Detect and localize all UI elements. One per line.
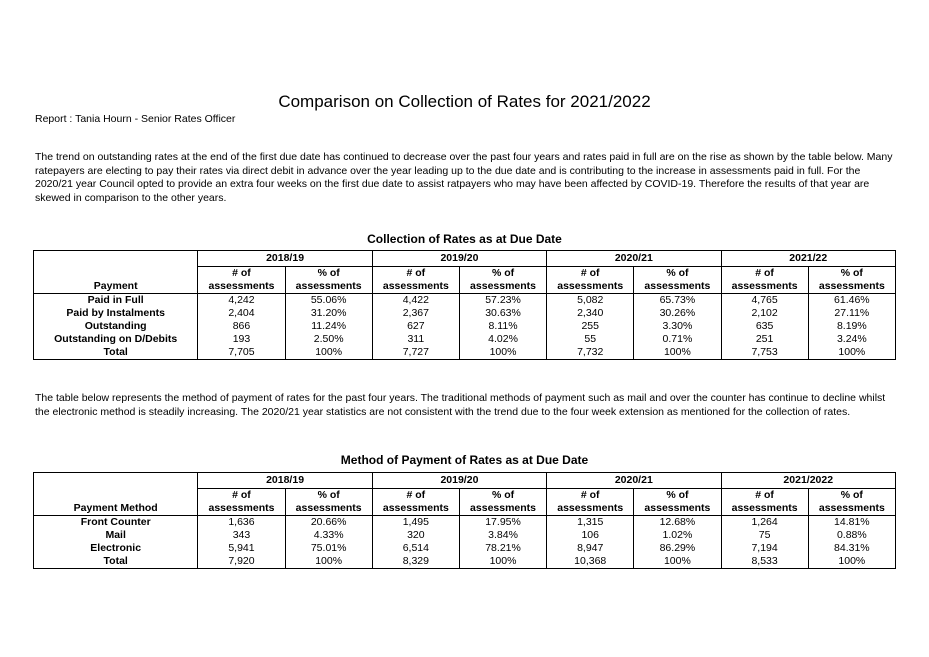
percent-cell: 3.30% — [634, 320, 721, 333]
table-row — [34, 307, 896, 320]
percent-cell: 100% — [808, 555, 895, 569]
count-column-header: # of — [721, 489, 808, 503]
count-cell: 7,194 — [721, 542, 808, 555]
header-blank — [34, 489, 198, 503]
count-column-header: # of — [721, 267, 808, 281]
row-label: Front Counter — [34, 516, 198, 530]
intro-paragraph: The trend on outstanding rates at the end of the first due date has continued to decrease over the past four years and rates paid in full are on the rise as shown by the table below. Many ratepayers are electing to pay their rates via direct debit in advance over the year leading up to the due date and is contributing to the increase in assessments paid in full. For the 2020/21 year Council opted to provide an extra four weeks on the first due date to assist ratpayers who may have been affected by COVID-19. Therefore the results of that year are skewed in comparison to the other years. — [35, 151, 893, 204]
percent-cell: 61.46% — [808, 294, 895, 308]
percent-cell: 100% — [459, 346, 546, 360]
count-cell: 2,367 — [372, 307, 459, 320]
percent-cell: 57.23% — [459, 294, 546, 308]
year-header: 2019/20 — [372, 473, 546, 489]
percent-cell: 30.63% — [459, 307, 546, 320]
percent-cell: 78.21% — [459, 542, 546, 555]
percent-column-header: % of — [285, 489, 372, 503]
percent-column-subheader: assessments — [285, 502, 372, 516]
count-cell: 2,404 — [198, 307, 285, 320]
row-label: Total — [34, 346, 198, 360]
table-row — [34, 346, 896, 360]
count-cell: 2,102 — [721, 307, 808, 320]
count-column-subheader: assessments — [198, 280, 285, 294]
count-cell: 1,495 — [372, 516, 459, 530]
row-label: Paid by Instalments — [34, 307, 198, 320]
count-column-subheader: assessments — [721, 280, 808, 294]
count-cell: 193 — [198, 333, 285, 346]
row-label: Paid in Full — [34, 294, 198, 308]
percent-cell: 0.88% — [808, 529, 895, 542]
percent-cell: 100% — [285, 346, 372, 360]
percent-column-subheader: assessments — [459, 502, 546, 516]
count-column-subheader: assessments — [372, 280, 459, 294]
count-cell: 635 — [721, 320, 808, 333]
count-cell: 8,329 — [372, 555, 459, 569]
percent-cell: 0.71% — [634, 333, 721, 346]
row-label: Outstanding — [34, 320, 198, 333]
method-of-payment-table — [33, 472, 896, 569]
year-header: 2018/19 — [198, 473, 372, 489]
percent-column-header: % of — [808, 489, 895, 503]
year-header: 2020/21 — [547, 251, 721, 267]
payment-method-table-caption: Method of Payment of Rates as at Due Date — [340, 453, 589, 467]
percent-cell: 55.06% — [285, 294, 372, 308]
count-cell: 106 — [547, 529, 634, 542]
count-column-subheader: assessments — [547, 502, 634, 516]
count-cell: 55 — [547, 333, 634, 346]
document-title: Comparison on Collection of Rates for 2021/2022 — [278, 92, 651, 111]
count-cell: 2,340 — [547, 307, 634, 320]
year-header: 2018/19 — [198, 251, 372, 267]
payment-method-paragraph: The table below represents the method of payment of rates for the past four years. The traditional methods of payment such as mail and over the counter has continue to decline whilst the electronic method is steadily increasing. The 2020/21 year statistics are not consistent with the trend due to the four week extension as mentioned for the collection of rates. — [35, 392, 886, 418]
count-cell: 343 — [198, 529, 285, 542]
count-cell: 4,242 — [198, 294, 285, 308]
percent-cell: 1.02% — [634, 529, 721, 542]
percent-cell: 100% — [634, 555, 721, 569]
percent-cell: 84.31% — [808, 542, 895, 555]
table-row — [34, 555, 896, 569]
percent-column-subheader: assessments — [808, 502, 895, 516]
table-row — [34, 320, 896, 333]
row-label: Total — [34, 555, 198, 569]
collection-of-rates-table — [33, 250, 896, 360]
percent-column-subheader: assessments — [634, 502, 721, 516]
percent-column-subheader: assessments — [459, 280, 546, 294]
count-cell: 1,264 — [721, 516, 808, 530]
report-author: Report : Tania Hourn - Senior Rates Officer — [35, 113, 236, 125]
percent-cell: 20.66% — [285, 516, 372, 530]
count-cell: 7,732 — [547, 346, 634, 360]
count-column-subheader: assessments — [198, 502, 285, 516]
count-cell: 7,705 — [198, 346, 285, 360]
count-column-header: # of — [198, 489, 285, 503]
count-cell: 8,947 — [547, 542, 634, 555]
count-cell: 1,315 — [547, 516, 634, 530]
row-label: Outstanding on D/Debits — [34, 333, 198, 346]
year-header: 2020/21 — [547, 473, 721, 489]
count-cell: 255 — [547, 320, 634, 333]
percent-cell: 12.68% — [634, 516, 721, 530]
count-cell: 75 — [721, 529, 808, 542]
count-cell: 7,727 — [372, 346, 459, 360]
count-column-header: # of — [547, 489, 634, 503]
percent-column-subheader: assessments — [808, 280, 895, 294]
percent-column-header: % of — [634, 267, 721, 281]
year-header: 2021/22 — [721, 251, 896, 267]
percent-cell: 31.20% — [285, 307, 372, 320]
year-header: 2021/2022 — [721, 473, 896, 489]
collection-table-caption: Collection of Rates as at Due Date — [367, 232, 562, 246]
percent-column-header: % of — [808, 267, 895, 281]
row-label: Electronic — [34, 542, 198, 555]
count-cell: 10,368 — [547, 555, 634, 569]
percent-column-subheader: assessments — [634, 280, 721, 294]
row-label-header: Payment Method — [34, 502, 198, 516]
count-cell: 6,514 — [372, 542, 459, 555]
count-cell: 320 — [372, 529, 459, 542]
count-cell: 866 — [198, 320, 285, 333]
year-header: 2019/20 — [372, 251, 546, 267]
percent-cell: 3.24% — [808, 333, 895, 346]
table-row — [34, 333, 896, 346]
percent-cell: 3.84% — [459, 529, 546, 542]
percent-cell: 14.81% — [808, 516, 895, 530]
count-cell: 627 — [372, 320, 459, 333]
percent-column-header: % of — [459, 489, 546, 503]
percent-cell: 17.95% — [459, 516, 546, 530]
count-cell: 8,533 — [721, 555, 808, 569]
count-column-subheader: assessments — [372, 502, 459, 516]
percent-cell: 30.26% — [634, 307, 721, 320]
count-cell: 7,920 — [198, 555, 285, 569]
count-cell: 311 — [372, 333, 459, 346]
percent-cell: 8.11% — [459, 320, 546, 333]
percent-cell: 2.50% — [285, 333, 372, 346]
percent-column-header: % of — [285, 267, 372, 281]
count-cell: 4,422 — [372, 294, 459, 308]
count-cell: 251 — [721, 333, 808, 346]
table-row — [34, 516, 896, 530]
count-cell: 5,941 — [198, 542, 285, 555]
count-cell: 7,753 — [721, 346, 808, 360]
row-label: Mail — [34, 529, 198, 542]
count-column-header: # of — [198, 267, 285, 281]
count-column-header: # of — [372, 489, 459, 503]
percent-cell: 75.01% — [285, 542, 372, 555]
count-cell: 4,765 — [721, 294, 808, 308]
header-blank — [34, 267, 198, 281]
row-label-header: Payment — [34, 280, 198, 294]
percent-column-header: % of — [634, 489, 721, 503]
percent-column-header: % of — [459, 267, 546, 281]
percent-cell: 4.02% — [459, 333, 546, 346]
percent-cell: 27.11% — [808, 307, 895, 320]
count-cell: 5,082 — [547, 294, 634, 308]
percent-cell: 100% — [808, 346, 895, 360]
percent-cell: 100% — [459, 555, 546, 569]
percent-cell: 11.24% — [285, 320, 372, 333]
count-column-subheader: assessments — [721, 502, 808, 516]
header-blank — [34, 473, 198, 489]
percent-cell: 86.29% — [634, 542, 721, 555]
percent-cell: 100% — [285, 555, 372, 569]
count-cell: 1,636 — [198, 516, 285, 530]
count-column-header: # of — [547, 267, 634, 281]
table-row — [34, 542, 896, 555]
count-column-header: # of — [372, 267, 459, 281]
percent-cell: 8.19% — [808, 320, 895, 333]
header-blank — [34, 251, 198, 267]
table-row — [34, 294, 896, 308]
table-row — [34, 529, 896, 542]
percent-cell: 4.33% — [285, 529, 372, 542]
percent-cell: 100% — [634, 346, 721, 360]
count-column-subheader: assessments — [547, 280, 634, 294]
percent-cell: 65.73% — [634, 294, 721, 308]
percent-column-subheader: assessments — [285, 280, 372, 294]
